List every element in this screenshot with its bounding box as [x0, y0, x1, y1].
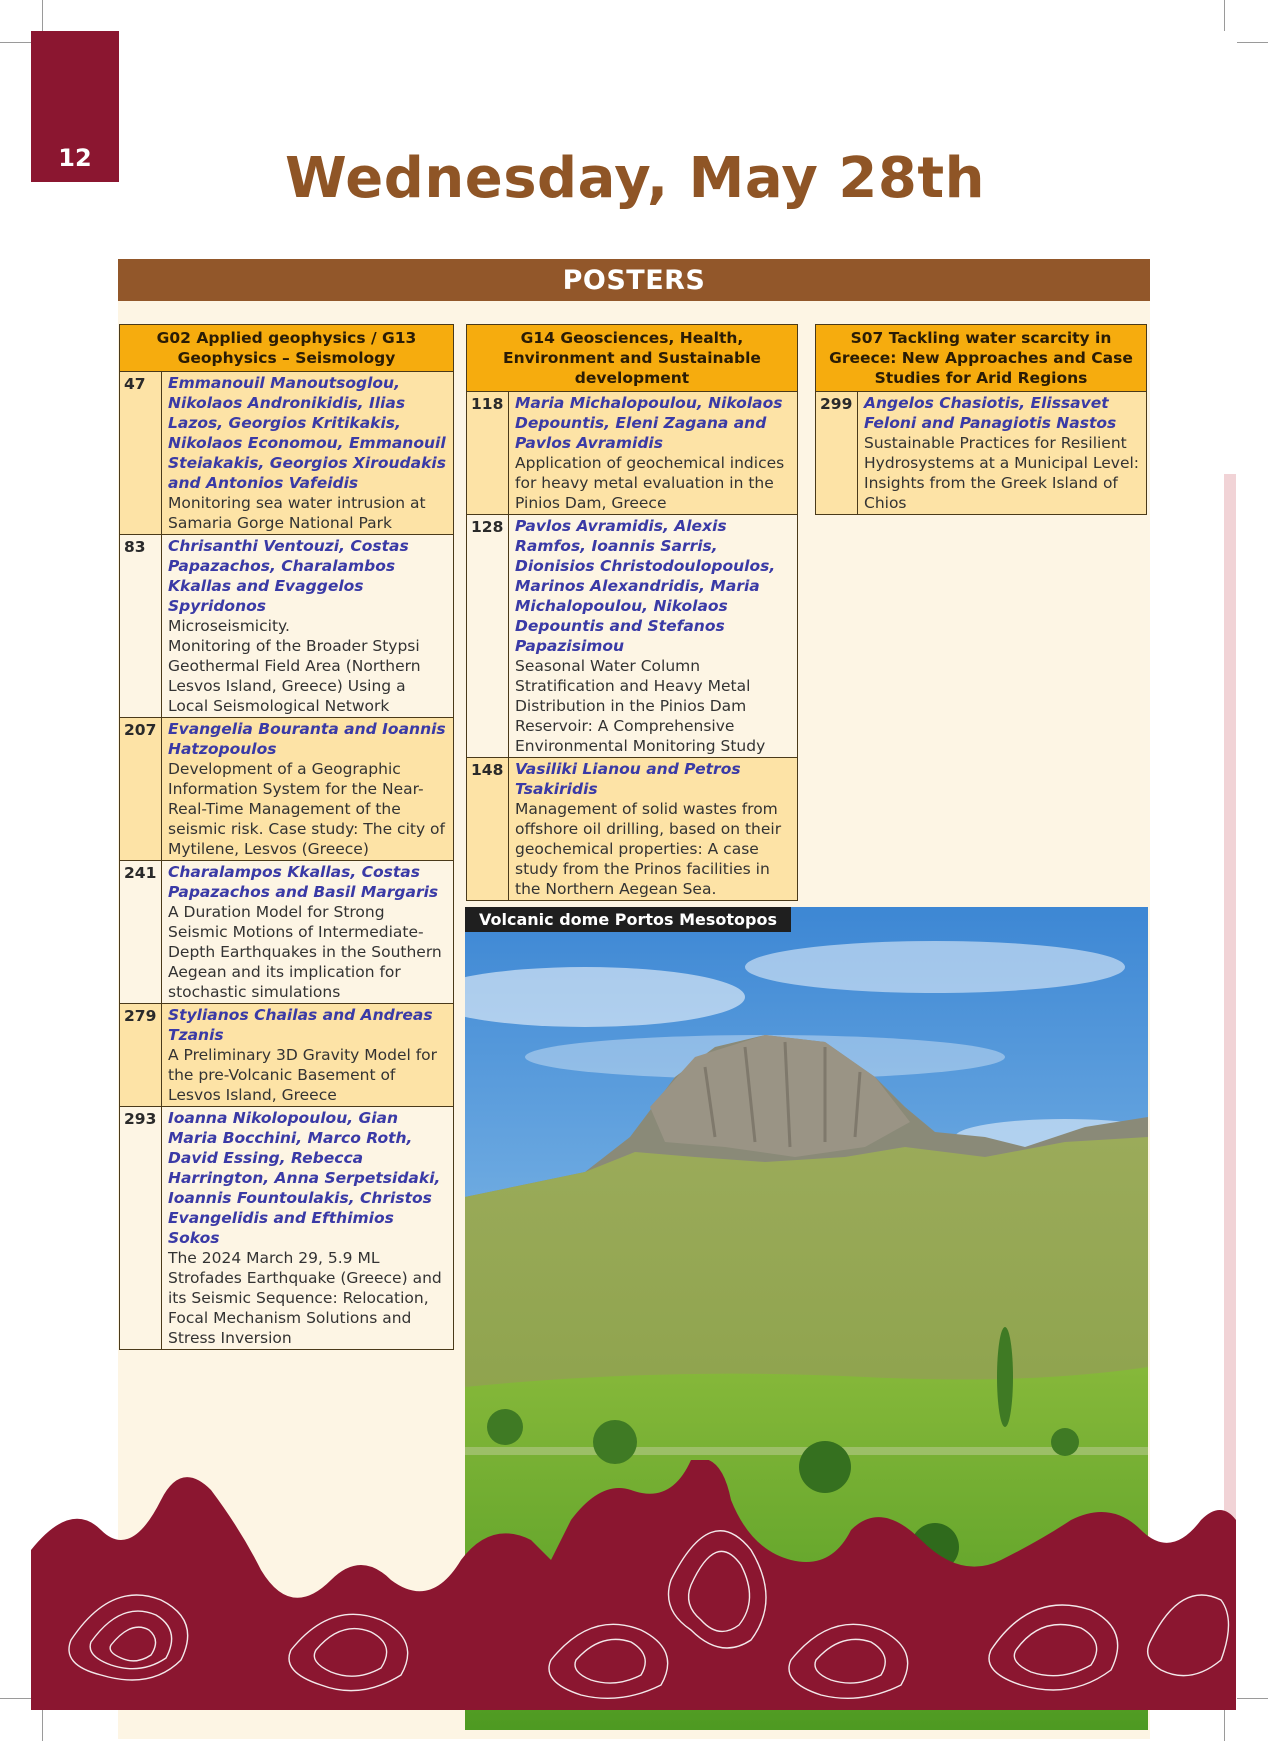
- poster-number: 128: [467, 515, 509, 757]
- session-table-s07: [815, 324, 1147, 515]
- poster-authors: Evangelia Bouranta and Ioannis Hatzopoulos: [168, 720, 446, 758]
- poster-details: [858, 392, 1146, 514]
- poster-details: [162, 1107, 453, 1349]
- topographic-footer-art: [31, 1460, 1236, 1710]
- poster-title: A Preliminary 3D Gravity Model for the pre-Volcanic Basement of Lesvos Island, Greece: [168, 1046, 438, 1104]
- photo-caption: Volcanic dome Portos Mesotopos: [465, 907, 791, 932]
- poster-number: 299: [816, 392, 858, 514]
- poster-row: [467, 392, 797, 514]
- crop-mark: [42, 1710, 43, 1741]
- poster-details: [509, 515, 797, 757]
- crop-mark: [1237, 42, 1268, 43]
- poster-details: [162, 535, 453, 717]
- poster-title: Management of solid wastes from offshore oil drilling, based on their geochemical properties: A case study from the Prinos facilities in the Northern Aegean Sea.: [515, 800, 782, 898]
- page-number: 12: [31, 31, 119, 182]
- poster-row: [120, 372, 453, 534]
- poster-authors: Chrisanthi Ventouzi, Costas Papazachos, Charalambos Kkallas and Evaggelos Spyridonos: [168, 537, 409, 615]
- side-strip: [1224, 474, 1236, 1574]
- session-heading: G02 Applied geophysics / G13 Geophysics – Seismology: [120, 325, 453, 372]
- session-heading: S07 Tackling water scarcity in Greece: New Approaches and Case Studies for Arid Regions: [816, 325, 1146, 392]
- session-table-g14: [466, 324, 798, 901]
- crop-mark: [42, 0, 43, 31]
- poster-authors: Emmanouil Manoutsoglou, Nikolaos Andronikidis, Ilias Lazos, Georgios Kritikakis, Nikolaos Economou, Emmanouil Steiakakis, Georgios Xiroudakis and Antonios Vafeidis: [168, 374, 446, 492]
- poster-title: Monitoring sea water intrusion at Samaria Gorge National Park: [168, 494, 426, 532]
- crop-mark: [0, 1698, 31, 1699]
- poster-authors: Pavlos Avramidis, Alexis Ramfos, Ioannis Sarris, Dionisios Christodoulopoulos, Marinos Alexandridis, Maria Michalopoulou, Nikolaos Depountis and Stefanos Papazisimou: [515, 517, 776, 655]
- poster-details: [509, 758, 797, 900]
- poster-details: [162, 372, 453, 534]
- section-header: POSTERS: [118, 259, 1150, 301]
- crop-mark: [1237, 1698, 1268, 1699]
- poster-authors: Angelos Chasiotis, Elissavet Feloni and Panagiotis Nastos: [864, 394, 1117, 432]
- session-heading: G14 Geosciences, Health, Environment and Sustainable development: [467, 325, 797, 392]
- poster-title: Microseismicity.: [168, 617, 290, 635]
- poster-authors: Vasiliki Lianou and Petros Tsakiridis: [515, 760, 741, 798]
- poster-details: [509, 392, 797, 514]
- poster-number: 83: [120, 535, 162, 717]
- crop-mark: [0, 42, 31, 43]
- poster-title: Sustainable Practices for Resilient Hydrosystems at a Municipal Level: Insights from the Greek Island of Chios: [864, 434, 1140, 512]
- poster-row: [120, 534, 453, 717]
- poster-authors: Maria Michalopoulou, Nikolaos Depountis, Eleni Zagana and Pavlos Avramidis: [515, 394, 783, 452]
- poster-title: A Duration Model for Strong Seismic Motions of Intermediate-Depth Earthquakes in the Southern Aegean and its implication for stochastic simulations: [168, 903, 442, 1001]
- poster-number: 241: [120, 861, 162, 1003]
- poster-row: [467, 757, 797, 900]
- poster-details: [162, 718, 453, 860]
- poster-details: [162, 861, 453, 1003]
- poster-row: [120, 1106, 453, 1349]
- poster-number: 47: [120, 372, 162, 534]
- poster-number: 293: [120, 1107, 162, 1349]
- poster-title: The 2024 March 29, 5.9 ML Strofades Earthquake (Greece) and its Seismic Sequence: Relocation, Focal Mechanism Solutions and Stress Inversion: [168, 1249, 442, 1347]
- poster-row: [467, 514, 797, 757]
- poster-row: [120, 1003, 453, 1106]
- poster-authors: Stylianos Chailas and Andreas Tzanis: [168, 1006, 433, 1044]
- poster-number: 279: [120, 1004, 162, 1106]
- poster-number: 148: [467, 758, 509, 900]
- poster-number: 207: [120, 718, 162, 860]
- poster-title: Development of a Geographic Information System for the Near-Real-Time Management of the seismic risk. Case study: The city of Mytilene, Lesvos (Greece): [168, 760, 446, 858]
- page-title: Wednesday, May 28th: [285, 146, 985, 211]
- poster-title: Application of geochemical indices for heavy metal evaluation in the Pinios Dam, Greece: [515, 454, 785, 512]
- poster-authors: Charalampos Kkallas, Costas Papazachos and Basil Margaris: [168, 863, 439, 901]
- crop-mark: [1224, 1710, 1225, 1741]
- poster-row: [120, 717, 453, 860]
- poster-title: Seasonal Water Column Stratification and Heavy Metal Distribution in the Pinios Dam Reservoir: A Comprehensive Environmental Monitoring Study: [515, 657, 766, 755]
- session-table-g02-g13: [119, 324, 454, 1350]
- crop-mark: [1224, 0, 1225, 31]
- poster-title: Monitoring of the Broader Stypsi Geothermal Field Area (Northern Lesvos Island, Greece) Using a Local Seismological Network: [168, 637, 421, 715]
- poster-row: [816, 392, 1146, 514]
- poster-details: [162, 1004, 453, 1106]
- poster-number: 118: [467, 392, 509, 514]
- poster-authors: Ioanna Nikolopoulou, Gian Maria Bocchini, Marco Roth, David Essing, Rebecca Harrington, Anna Serpetsidaki, Ioannis Fountoulakis, Christos Evangelidis and Efthimios Sokos: [168, 1109, 441, 1247]
- poster-row: [120, 860, 453, 1003]
